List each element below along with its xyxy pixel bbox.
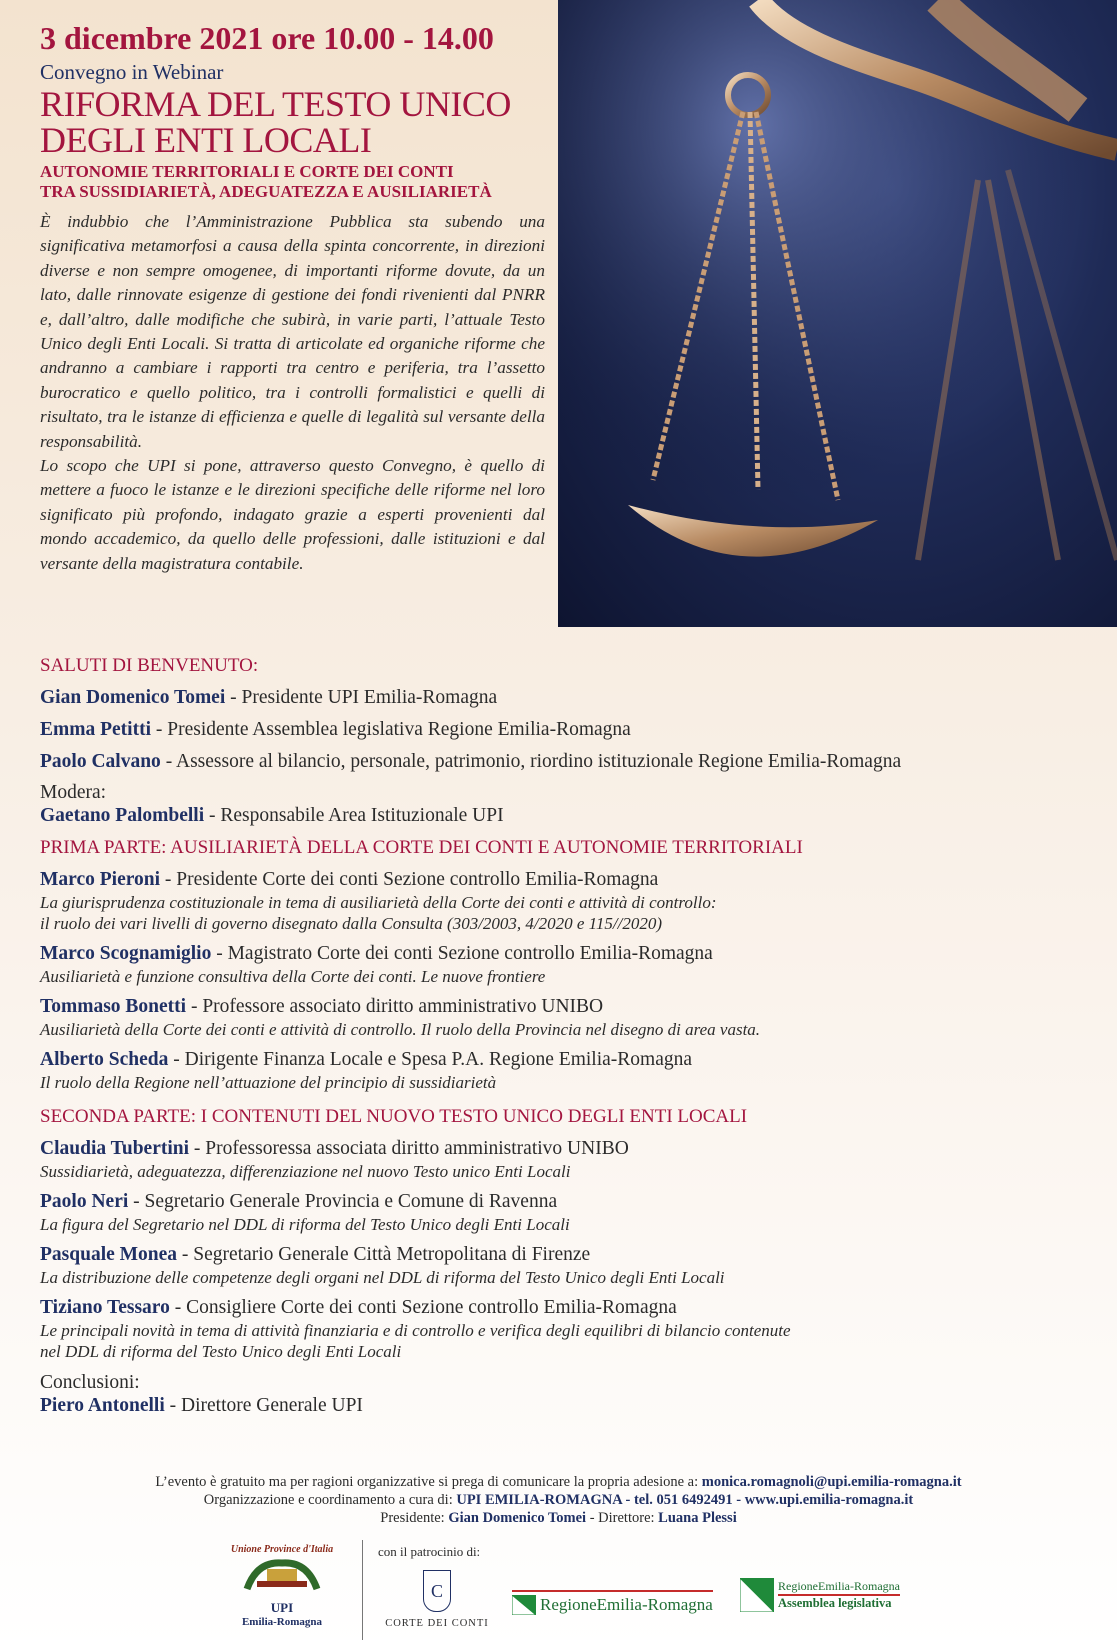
subtitle-line-1: AUTONOMIE TERRITORIALI E CORTE DEI CONTI	[40, 162, 454, 181]
speaker-role: - Dirigente Finanza Locale e Spesa P.A. Regione Emilia-Romagna	[168, 1049, 693, 1070]
speaker-role: - Professoressa associata diritto amministrativo UNIBO	[189, 1138, 629, 1159]
contact-email-link[interactable]: monica.romagnoli@upi.emilia-romagna.it	[701, 1474, 962, 1490]
speaker-role: - Segretario Generale Città Metropolitana di Firenze	[177, 1244, 591, 1265]
speaker-topic: Il ruolo della Regione nell’attuazione del principio di sussidiarietà	[40, 1073, 497, 1092]
moderator-entry	[40, 782, 1080, 828]
speaker-role: - Assessore al bilancio, personale, patrimonio, riordino istituzionale Regione Emilia-Romagna	[160, 751, 902, 772]
speaker-entry	[40, 1296, 1080, 1362]
speaker-entry	[40, 718, 1080, 742]
speaker-entry	[40, 868, 1080, 934]
speaker-name: Piero Antonelli	[40, 1395, 165, 1416]
speaker-name: Gaetano Palombelli	[40, 805, 205, 826]
registration-text: L’evento è gratuito ma per ragioni organizzative si prega di comunicare la propria adesione a:	[155, 1474, 702, 1490]
speaker-name: Paolo Neri	[40, 1191, 129, 1212]
assemblea-flag-icon	[740, 1578, 774, 1612]
speaker-name: Alberto Scheda	[40, 1049, 169, 1070]
subtitle-line-2: TRA SUSSIDIARIETÀ, ADEGUATEZZA E AUSILIARIETÀ	[40, 182, 492, 201]
speaker-entry	[40, 750, 1080, 774]
title-line-2: DEGLI ENTI LOCALI	[40, 120, 372, 160]
speaker-topic: nel DDL di riforma del Testo Unico degli Enti Locali	[40, 1342, 402, 1361]
patronage-label: con il patrocinio di:	[378, 1544, 481, 1559]
speaker-name: Tiziano Tessaro	[40, 1297, 170, 1318]
event-title	[40, 86, 545, 158]
president-name: Gian Domenico Tomei	[448, 1510, 587, 1526]
speaker-role: - Presidente UPI Emilia-Romagna	[225, 687, 498, 708]
speaker-role: - Responsabile Area Istituzionale UPI	[204, 805, 504, 826]
speaker-topic: il ruolo dei vari livelli di governo disegnato dalla Consulta (303/2003, 4/2020 e 115//2020)	[40, 914, 663, 933]
part2-heading: SECONDA PARTE: I CONTENUTI DEL NUOVO TESTO UNICO DEGLI ENTI LOCALI	[40, 1106, 748, 1127]
assemblea-label: Assemblea legislativa	[778, 1596, 892, 1610]
laurel-crest-icon	[237, 1555, 327, 1595]
corte-emblem-icon: C	[423, 1570, 451, 1612]
speaker-name: Tommaso Bonetti	[40, 996, 187, 1017]
intro-paragraph-1: È indubbio che l’Amministrazione Pubblica sta subendo una significativa metamorfosi a causa della spinta concorrente, in direzioni diverse e non sempre omogenee, di importanti riforme dovute, da un lato, dalle rinnovate esigenze di gestione dei fondi rivenienti dal PNRR e, dall’altro, dalle modifiche che subirà, in varie parti, l’attuale Testo Unico degli Enti Locali. Si tratta di articolate ed organiche riforme che andranno a cambiare i rapporti tra centro e periferia, tra l’assetto burocratico e quello politico, tra i controlli formalistici e quelli di risultato, tra le istanze di efficienza e quelle di legalità sul versante della responsabilità.	[40, 212, 545, 451]
speaker-name: Emma Petitti	[40, 719, 152, 740]
speaker-topic: La distribuzione delle competenze degli organi nel DDL di riforma del Testo Unico degli Enti Locali	[40, 1268, 725, 1287]
program	[40, 654, 1080, 1418]
speaker-topic: Le principali novità in tema di attività finanziaria e di controllo e verifica degli equilibri di bilancio contenute	[40, 1321, 791, 1340]
upi-arc-text: Unione Province d'Italia	[230, 1544, 334, 1555]
regione-flag-icon	[512, 1595, 536, 1615]
organization-contact[interactable]: UPI EMILIA-ROMAGNA - tel. 051 6492491 - www.upi.emilia-romagna.it	[456, 1492, 914, 1508]
speaker-topic: Ausiliarietà e funzione consultiva della Corte dei conti. Le nuove frontiere	[40, 967, 546, 986]
header-block	[40, 18, 545, 576]
logo-divider	[362, 1540, 363, 1640]
director-name: Luana Plessi	[658, 1510, 737, 1526]
regione-emilia-romagna-logo	[512, 1590, 713, 1615]
speaker-role: - Presidente Assemblea legislativa Regione Emilia-Romagna	[151, 719, 631, 740]
speaker-topic: Ausiliarietà della Corte dei conti e attività di controllo. Il ruolo della Provincia nel disegno di area vasta.	[40, 1020, 761, 1039]
speaker-role: - Segretario Generale Provincia e Comune di Ravenna	[128, 1191, 558, 1212]
corte-label: CORTE DEI CONTI	[385, 1618, 489, 1629]
conclusion-entry	[40, 1372, 1080, 1418]
speaker-topic: La figura del Segretario nel DDL di riforma del Testo Unico degli Enti Locali	[40, 1215, 570, 1234]
logos-bar	[0, 1540, 1117, 1645]
part1-heading: PRIMA PARTE: AUSILIARIETÀ DELLA CORTE DEI CONTI E AUTONOMIE TERRITORIALI	[40, 837, 803, 858]
speaker-entry	[40, 1190, 1080, 1235]
speaker-entry	[40, 1243, 1080, 1288]
speaker-name: Paolo Calvano	[40, 751, 161, 772]
speaker-topic: La giurisprudenza costituzionale in tema di ausiliarietà della Corte dei conti e attività di controllo:	[40, 893, 717, 912]
speaker-entry	[40, 942, 1080, 987]
speaker-name: Pasquale Monea	[40, 1244, 178, 1265]
event-type: Convegno in Webinar	[40, 60, 224, 84]
title-line-1: RIFORMA DEL TESTO UNICO	[40, 84, 511, 124]
assemblea-regione-label: RegioneEmilia-Romagna	[778, 1579, 900, 1596]
assemblea-legislativa-logo	[740, 1578, 900, 1612]
organization-text: Organizzazione e coordinamento a cura di:	[203, 1492, 457, 1508]
conclusion-label: Conclusioni:	[40, 1372, 140, 1393]
speaker-name: Claudia Tubertini	[40, 1138, 190, 1159]
scales-illustration	[558, 0, 1117, 627]
speaker-role: - Direttore Generale UPI	[164, 1395, 363, 1416]
director-label: - Direttore:	[586, 1510, 659, 1526]
speaker-name: Marco Pieroni	[40, 869, 161, 890]
speaker-entry	[40, 1048, 1080, 1093]
speaker-name: Marco Scognamiglio	[40, 943, 212, 964]
upi-region: Emilia-Romagna	[241, 1616, 323, 1628]
speaker-entry	[40, 686, 1080, 710]
speaker-name: Gian Domenico Tomei	[40, 687, 226, 708]
regione-label: RegioneEmilia-Romagna	[540, 1595, 713, 1614]
scales-of-justice-image	[558, 0, 1117, 627]
speaker-topic: Sussidiarietà, adeguatezza, differenziazione nel nuovo Testo unico Enti Locali	[40, 1162, 571, 1181]
intro-text	[40, 210, 545, 576]
upi-name: UPI	[270, 1600, 294, 1615]
speaker-role: - Consigliere Corte dei conti Sezione controllo Emilia-Romagna	[169, 1297, 677, 1318]
speaker-entry	[40, 1137, 1080, 1182]
speaker-role: - Presidente Corte dei conti Sezione controllo Emilia-Romagna	[160, 869, 659, 890]
moderator-label: Modera:	[40, 782, 107, 803]
event-date: 3 dicembre 2021 ore 10.00 - 14.00	[40, 20, 494, 56]
corte-dei-conti-logo	[382, 1570, 492, 1629]
president-label: Presidente:	[380, 1510, 449, 1526]
speaker-entry	[40, 995, 1080, 1040]
speaker-role: - Professore associato diritto amministrativo UNIBO	[186, 996, 604, 1017]
speaker-role: - Magistrato Corte dei conti Sezione controllo Emilia-Romagna	[211, 943, 713, 964]
welcome-heading: SALUTI DI BENVENUTO:	[40, 655, 259, 676]
intro-paragraph-2: Lo scopo che UPI si pone, attraverso questo Convegno, è quello di mettere a fuoco le istanze e le direzioni specifiche delle riforme nel loro significato più profondo, indagato grazie a esperti provenienti dal mondo accademico, da quello delle professioni, dalle istituzioni e dal versante della magistratura contabile.	[40, 456, 545, 573]
upi-logo	[222, 1544, 342, 1628]
footer	[0, 1473, 1117, 1527]
event-subtitle	[40, 162, 545, 202]
